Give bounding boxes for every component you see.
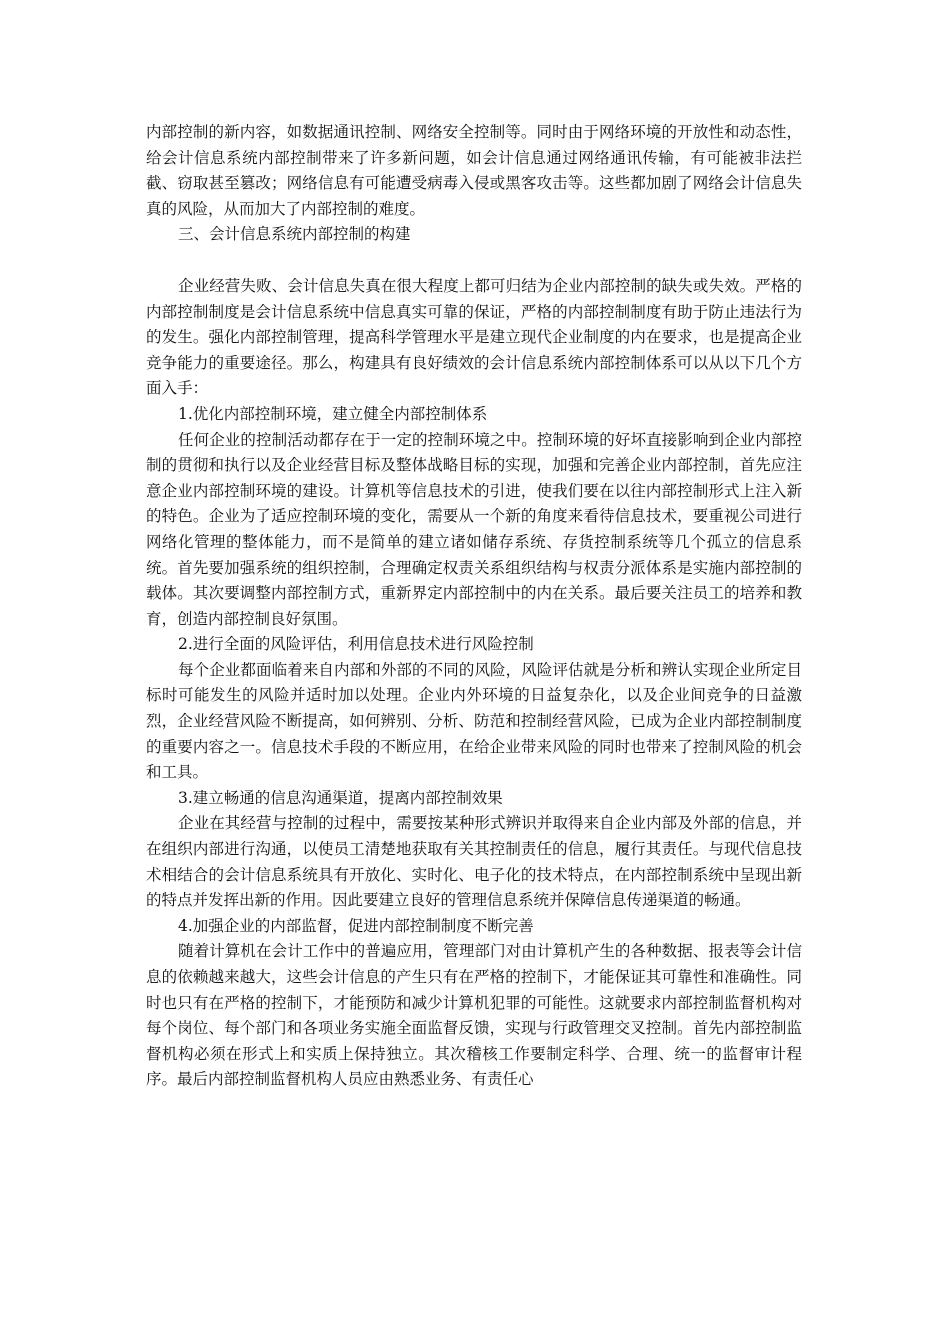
item-1-heading: 1.优化内部控制环境，建立健全内部控制体系 — [178, 404, 488, 423]
item-4-heading: 4.加强企业的内部监督，促进内部控制制度不断完善 — [178, 916, 534, 935]
section-heading: 三、会计信息系统内部控制的构建 — [178, 225, 411, 244]
item-3-body: 企业在其经营与控制的过程中，需要按某种形式辨识并取得来自企业内部及外部的信息，并在组织内部进行沟通，以使员工清楚地获取有关其控制责任的信息，履行其责任。与现代信息技术相结合的会计信息系统具有开放化、实时化、电子化的技术特点，在内部控制系统中呈现出新的特点并发挥出新的作用。因此要建立良好的管理信息系统并保障信息传递渠道的畅通。 — [146, 814, 802, 910]
item-2-body: 每个企业都面临着来自内部和外部的不同的风险，风险评估就是分析和辨认实现企业所定目标时可能发生的风险并适时加以处理。企业内外环境的日益复杂化，以及企业间竞争的日益激烈，企业经营风险不断提高，如何辨别、分析、防范和控制经营风险，已成为企业内部控制制度的重要内容之一。信息技术手段的不断应用，在给企业带来风险的同时也带来了控制风险的机会和工具。 — [146, 660, 802, 782]
intro-paragraph: 内部控制的新内容，如数据通讯控制、网络安全控制等。同时由于网络环境的开放性和动态性，给会计信息系统内部控制带来了许多新问题，如会计信息通过网络通讯传输，有可能被非法拦截、窃取甚至篡改；网络信息有可能遭受病毒入侵或黑客攻击等。这些都加剧了网络会计信息失真的风险，从而加大了内部控制的难度。 — [146, 123, 802, 218]
item-1-body: 任何企业的控制活动都存在于一定的控制环境之中。控制环境的好坏直接影响到企业内部控制的贯彻和执行以及企业经营目标及整体战略目标的实现，加强和完善企业内部控制，首先应注意企业内部控制环境的建设。计算机等信息技术的引进，使我们要在以往内部控制形式上注入新的特色。企业为了适应控制环境的变化，需要从一个新的角度来看待信息技术，要重视公司进行网络化管理的整体能力，而不是简单的建立诸如储存系统、存货控制系统等几个孤立的信息系统。首先要加强系统的组织控制，合理确定权责关系组织结构与权责分派体系是实施内部控制的载体。其次要调整内部控制方式，重新界定内部控制中的内在关系。最后要关注员工的培养和教育，创造内部控制良好氛围。 — [146, 430, 802, 628]
section-paragraph: 企业经营失败、会计信息失真在很大程度上都可归结为企业内部控制的缺失或失效。严格的内部控制制度是会计信息系统中信息真实可靠的保证，严格的内部控制制度有助于防止违法行为的发生。强化内部控制管理，提高科学管理水平是建立现代企业制度的内在要求，也是提高企业竞争能力的重要途径。那么，构建具有良好绩效的会计信息系统内部控制体系可以从以下几个方面入手： — [146, 276, 802, 398]
item-3-heading: 3.建立畅通的信息沟通渠道，提离内部控制效果 — [178, 788, 503, 807]
item-4-body: 随着计算机在会计工作中的普遍应用，管理部门对由计算机产生的各种数据、报表等会计信息的依赖越来越大，这些会计信息的产生只有在严格的控制下，才能保证其可靠性和准确性。同时也只有在严格的控制下，才能预防和减少计算机犯罪的可能性。这就要求内部控制监督机构对每个岗位、每个部门和各项业务实施全面监督反馈，实现与行政管理交叉控制。首先内部控制监督机构必须在形式上和实质上保持独立。其次稽核工作要制定科学、合理、统一的监督审计程序。最后内部控制监督机构人员应由熟悉业务、有责任心 — [146, 942, 802, 1089]
document-page — [146, 120, 802, 1093]
item-2-heading: 2.进行全面的风险评估，利用信息技术进行风险控制 — [178, 635, 534, 654]
